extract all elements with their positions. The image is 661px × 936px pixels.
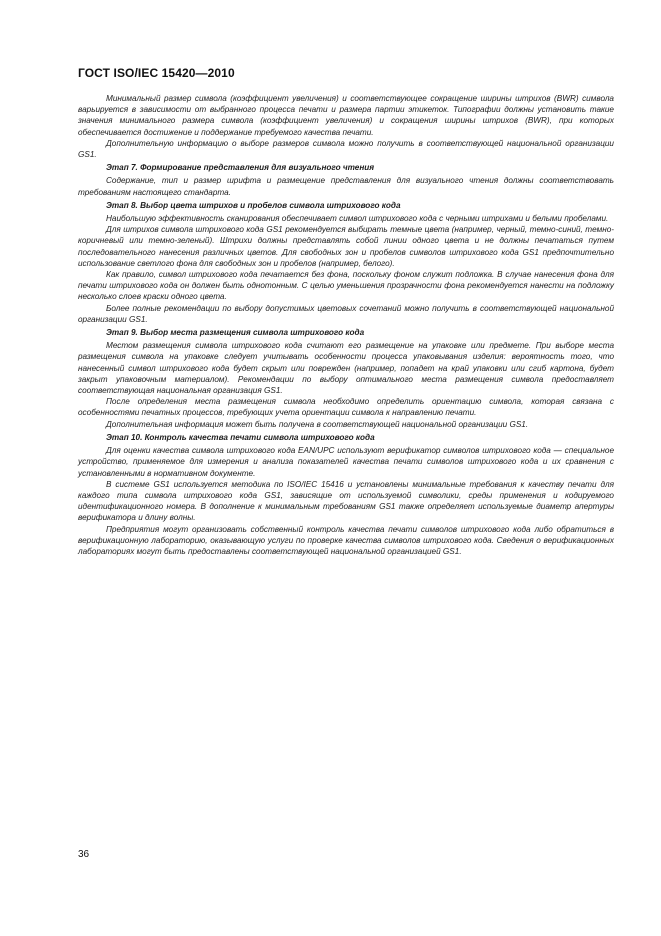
- paragraph: Как правило, символ штрихового кода печатается без фона, поскольку фоном служит подложка. В случае нанесения фона для печати штрихового кода он должен быть однотонным. С целью уменьшения прозрачности фона рекомендуется нанести на подложку несколько слоев краски одного цвета.: [78, 270, 614, 302]
- document-header: ГОСТ ISO/IEC 15420—2010: [78, 66, 235, 80]
- paragraph: Наибольшую эффективность сканирования обеспечивает символ штрихового кода с черными штрихами и белыми пробелами.: [106, 214, 609, 224]
- section-heading-step-10: Этап 10. Контроль качества печати символа штрихового кода: [106, 432, 375, 442]
- paragraph: Дополнительную информацию о выборе размеров символа можно получить в соответствующей национальной организации GS1.: [78, 138, 614, 160]
- paragraph: Местом размещения символа штрихового кода считают его размещение на упаковке или предмете. При выборе места размещения символа на упаковке следует учитывать особенности процесса упаковывания изделия: вероятность того, что нанесенный символ штрихового кода будет скрыт или поврежден (например, попадет на край упаковки или сгиб картона, будет закрыт упаковочным материалом). Рекомендации по выбору оптимального места размещения символа предоставляет соответствующая национальная организация GS1.: [78, 341, 614, 396]
- paragraph: Более полные рекомендации по выбору допустимых цветовых сочетаний можно получить в соответствующей национальной организации GS1.: [78, 303, 614, 324]
- section-heading-step-8: Этап 8. Выбор цвета штрихов и пробелов символа штрихового кода: [106, 200, 401, 210]
- paragraph: После определения места размещения символа необходимо определить ориентацию символа, которая связана с особенностями печатных процессов, требующих учета ориентации символа к направлению печати.: [78, 397, 614, 418]
- document-body: [78, 93, 614, 557]
- paragraph: Дополнительная информация может быть получена в соответствующей национальной организации GS1.: [106, 419, 529, 429]
- page-number: 36: [78, 849, 90, 860]
- section-heading-step-9: Этап 9. Выбор места размещения символа штрихового кода: [106, 328, 365, 338]
- paragraph: Содержание, тип и размер шрифта и размещение представления для визуального чтения должны соответствовать требованиям настоящего стандарта.: [78, 176, 614, 197]
- paragraph: В системе GS1 используется методика по ISO/IEC 15416 и установлены минимальные требования к качеству печати для каждого типа символа штрихового кода GS1, зависящие от используемой символики, среды применения и кодируемого идентификационного номера. В дополнение к минимальным требованиям GS1 также определяет используемые диаметр апертуры верификатора и длину волны.: [78, 479, 614, 523]
- paragraph: Для штрихов символа штрихового кода GS1 рекомендуется выбирать темные цвета (например, черный, темно-синий, темно-коричневый или темно-зеленый). Штрихи должны представлять собой линии одного цвета и не должны печататься путем последовательного нанесения различных цветов. Для свободных зон и пробелов символов штрихового кода GS1 предпочтительно использование светлого фона для свободных зон и пробелов (например, белого).: [78, 225, 614, 268]
- paragraph: Минимальный размер символа (коэффициент увеличения) и соответствующее сокращение ширины штрихов (BWR) символа варьируется в зависимости от выбранного процесса печати и размера партии этикеток. Типографии должны установить такие значения минимального размера символа (коэффициент увеличения) и сокращения ширины штрихов (BWR), при которых обеспечивается достижение и поддержание требуемого качества печати.: [78, 94, 614, 137]
- paragraph: Предприятия могут организовать собственный контроль качества печати символов штрихового кода либо обратиться в верификационную лабораторию, оказывающую услуги по проверке качества символов штрихового кода. Сведения о верификационных лабораториях могут быть предоставлены соответствующей национальной организацией GS1.: [78, 524, 614, 556]
- paragraph: Для оценки качества символа штрихового кода EAN/UPC используют верификатор символов штрихового кода — специальное устройство, применяемое для измерения и анализа показателей качества печати символов штрихового кода и их сравнения с установленными в нормативном документе.: [78, 446, 614, 478]
- section-heading-step-7: Этап 7. Формирование представления для визуального чтения: [106, 163, 375, 173]
